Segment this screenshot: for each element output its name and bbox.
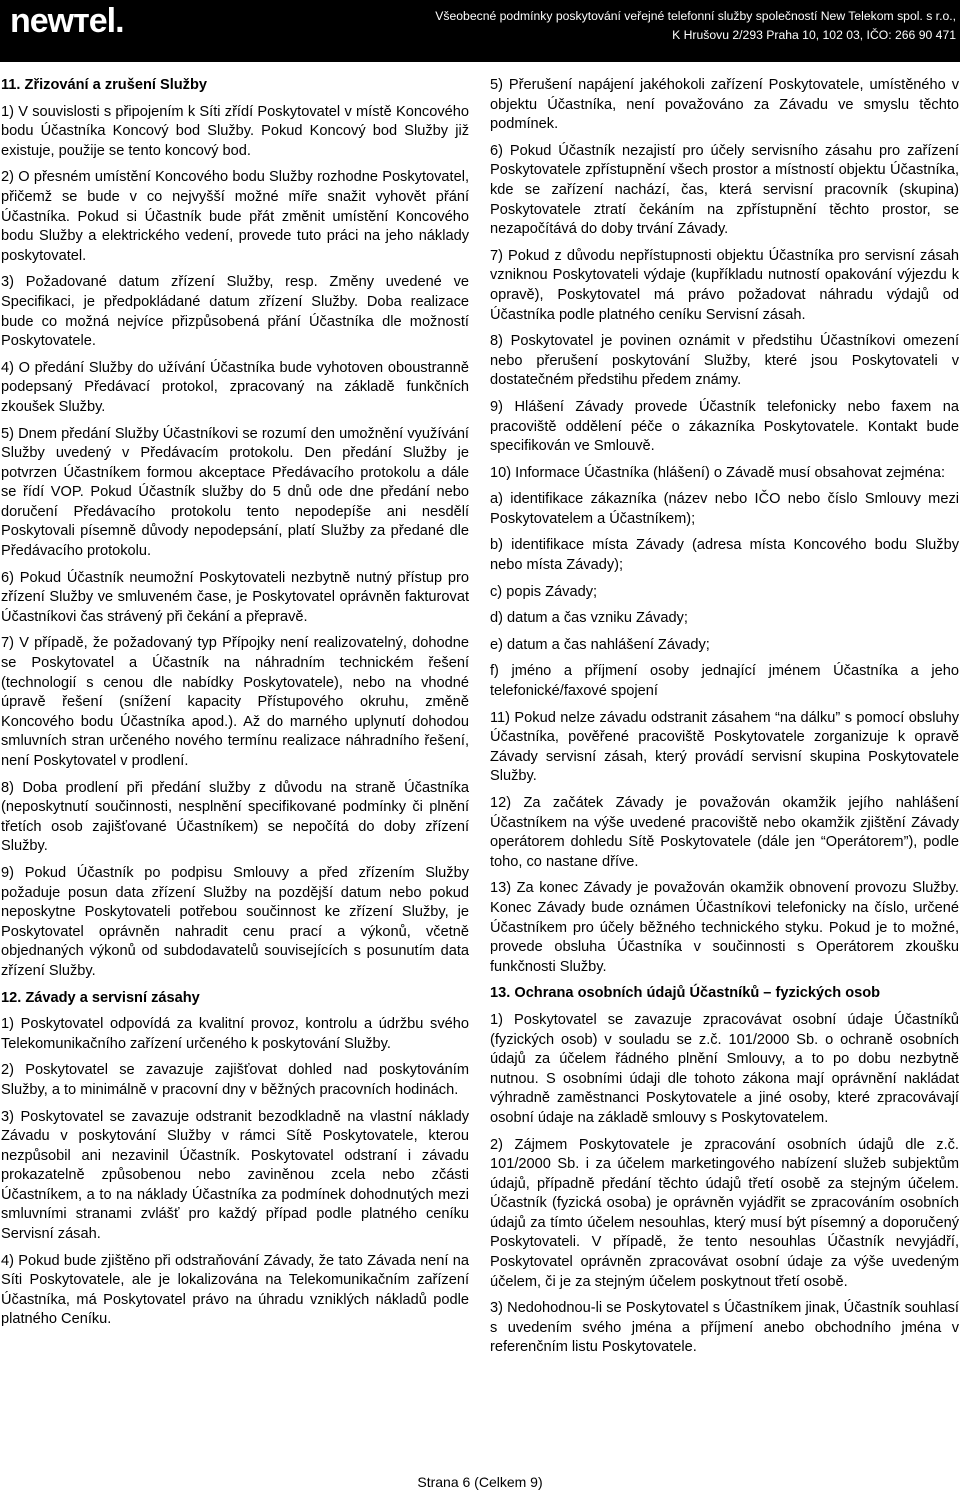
- paragraph: 1) V souvislosti s připojením k Síti zřídí Poskytovatel v místě Koncového bodu Účastníka Koncový bod Služby. Pokud Koncový bod Služby již existuje, použije se tento koncový bod.: [1, 103, 469, 159]
- paragraph: 6) Pokud Účastník neumožní Poskytovateli nezbytně nutný přístup pro zřízení Služby ve smluveném čase, je Poskytovatel oprávněn fakturovat Účastníkovi čas strávený při čekání a přepravě.: [1, 569, 469, 625]
- paragraph: 2) Poskytovatel se zavazuje zajišťovat dohled nad poskytováním Služby, a to minimálně v pracovní dny v běžných pracovních hodinách.: [1, 1062, 469, 1098]
- list-item: c) popis Závady;: [490, 583, 598, 600]
- paragraph: 7) Pokud z důvodu nepřístupnosti objektu Účastníka pro servisní zásah vzniknou Poskytovateli výdaje (kupříkladu nutností opakování výjezdu k opravě), Poskytovatel má právo požadovat náhradu výdajů od Účastníka podle platného ceníku Servisní zásah.: [490, 247, 959, 323]
- paragraph: 8) Poskytovatel je povinen oznámit v předstihu Účastníkovi omezení nebo přerušení poskytování Služby, které jsou Poskytovateli v dostatečném předstihu předem známy.: [490, 333, 959, 389]
- paragraph: 1) Poskytovatel se zavazuje zpracovávat osobní údaje Účastníků (fyzických osob) v souladu se z.č. 101/2000 Sb. o ochraně osobních údajů za účelem řádného plnění Smlouvy, a to po dobu nezbytně nutnou. S osobními údaji dle tohoto zákona mají oprávnění nakládat výhradně zaměstnanci Poskytovatele a jiné osoby, které zpracovávají osobní údaje na základě smlouvy s Poskytovatelem.: [490, 1011, 959, 1126]
- left-column: [1, 76, 469, 1337]
- list-item: e) datum a čas nahlášení Závady;: [490, 636, 710, 653]
- paragraph: 7) V případě, že požadovaný typ Přípojky není realizovatelný, dohodne se Poskytovatel a Účastník na náhradním technickém řešení (technologií s cenou dle nabídky Poskytovatele), nebo na vhodné úpravě řešení (snížení kapacity Přístupového okruhu, změně Koncového bodu Účastníka apod.). Až do marného uplynutí dohodou smluvních stran určeného nového termínu realizace náhradního řešení, není Poskytovatel v prodlení.: [1, 635, 469, 769]
- paragraph: 13) Za konec Závady je považován okamžik obnovení provozu Služby. Konec Závady bude oznámen Účastníkovi telefonicky na číslo, určené Účastníkem pro účely běžného technického styku. Pokud je to možné, provede obsluha Účastníka v součinnosti s Operátorem zkoušku funkčnosti Služby.: [490, 880, 959, 975]
- section-11-heading: 11. Zřizování a zrušení Služby: [1, 77, 208, 93]
- paragraph: 4) Pokud bude zjištěno při odstraňování Závady, že tato Závada není na Síti Poskytovatele, ale je lokalizována na Telekomunikačním zařízení Účastníka, má Poskytovatel právo na úhradu vzniklých nákladů podle platného Ceníku.: [1, 1252, 469, 1328]
- paragraph: 5) Dnem předání Služby Účastníkovi se rozumí den umožnění využívání Služby uvedený v Předávacím protokolu. Den předání Služby je potvrzen Účastníkem formou akceptace Předávacího protokolu a dále se řídí VOP. Pokud Účastník služby do 5 dnů ode dne předání nebo doručení Předávacího protokolu tento nepodepíše ani nesdělí Poskytovali písemně důvody nepodepsání, platí Služby za předané dle Předávacího protokolu.: [1, 425, 469, 560]
- right-column: [490, 76, 959, 1365]
- list-item: a) identifikace zákazníka (název nebo IČO nebo číslo Smlouvy mezi Poskytovatelem a Účastníkem);: [490, 491, 959, 527]
- section-13-heading: 13. Ochrana osobních údajů Účastníků – fyzických osob: [490, 985, 881, 1002]
- paragraph: 9) Pokud Účastník po podpisu Smlouvy a před zřízením Služby požaduje posun data zřízení Služby na pozdější datum nebo pokud neposkytne Poskytovateli potřebou součinnost ke zřízení Služby, je Poskytovatel oprávněn nahradit cenu prací a výkonů, včetně objednaných výkonů od subdodavatelů souvisejících s posunutím data zřízení Služby.: [1, 864, 469, 979]
- header-title: Všeobecné podmínky poskytování veřejné telefonní služby společností New Telekom spol. s r.o.,: [435, 9, 956, 23]
- paragraph: 9) Hlášení Závady provede Účastník telefonicky nebo faxem na pracoviště oddělení péče o zákazníka Poskytovatele. Kontakt bude specifikován ve Smlouvě.: [490, 398, 959, 455]
- paragraph: 11) Pokud nelze závadu odstranit zásahem “na dálku” s pomocí obsluhy Účastníka, pověřené pracoviště Poskytovatele zorganizuje k opravě Závady servisní zásah, který provádí servisní skupina Poskytovatele Služby.: [490, 709, 959, 785]
- section-12-heading: 12. Závady a servisní zásahy: [1, 989, 200, 1006]
- paragraph: 3) Nedohodnou-li se Poskytovatel s Účastníkem jinak, Účastník souhlasí s uvedením svého jména a příjmení anebo obchodního jména v referenčním listu Poskytovatele.: [490, 1300, 959, 1356]
- paragraph: 5) Přerušení napájení jakéhokoli zařízení Poskytovatele, umístěného v objektu Účastníka, není považováno za Závadu ve smyslu těchto podmínek.: [490, 77, 959, 133]
- list-item: b) identifikace místa Závady (adresa místa Koncového bodu Služby nebo místa Závady);: [490, 537, 959, 574]
- paragraph: 3) Požadované datum zřízení Služby, resp. Změny uvedené ve Specifikaci, je předpokládané datum zřízení Služby. Doba realizace bude co možná nejvíce přizpůsobená přání Účastníka dle možností Poskytovatele.: [1, 274, 469, 350]
- list-item: d) datum a čas vzniku Závady;: [490, 610, 688, 627]
- page-header: [0, 0, 960, 62]
- list-item: f) jméno a příjmení osoby jednající jménem Účastníka a jeho telefonické/faxové spojení: [490, 663, 959, 700]
- page-number: Strana 6 (Celkem 9): [417, 1474, 543, 1490]
- header-address: K Hrušovu 2/293 Praha 10, 102 03, IČO: 266 90 471: [672, 28, 956, 42]
- paragraph: 10) Informace Účastníka (hlášení) o Závadě musí obsahovat zejména:: [490, 464, 946, 481]
- company-logo: newтel.: [10, 2, 124, 40]
- paragraph: 2) Zájmem Poskytovatele je zpracování osobních údajů dle z.č. 101/2000 Sb. i za účelem marketingového nabízení služeb subjektům údajů, případně předání těchto údajů třetí osobě za stejným účelem. Účastník (fyzická osoba) je oprávněn vyjádřit se zpracováním osobních údajů za tímto účelem nesouhlas, který musí být písemný a doporučený Poskytovateli. V případě, že tento nesouhlas Účastník nevyjádří, Poskytovatel oprávněn zpracovávat osobní údaje za výše uvedeným účelem, či je za stejným účelem poskytnout třetí osobě.: [490, 1136, 959, 1290]
- paragraph: 4) O předání Služby do užívání Účastníka bude vyhotoven oboustranně podepsaný Předávací protokol, zpracovaný na základě funkčních zkoušek Služby.: [1, 359, 469, 415]
- paragraph: 12) Za začátek Závady je považován okamžik jejího nahlášení Účastníkem na výše uvedené pracoviště nebo okamžik zjištění Závady operátorem dohledu Sítě Poskytovatele (dále jen “Operátorem”), podle toho, co nastane dříve.: [490, 795, 959, 870]
- paragraph: 8) Doba prodlení při předání služby z důvodu na straně Účastníka (neposkytnutí součinnosti, nesplnění specifikované podmínky či plnění třetích osob zajišťované Účastníkem) se nepočítá do doby zřízení Služby.: [1, 779, 469, 855]
- paragraph: 3) Poskytovatel se zavazuje odstranit bezodkladně na vlastní náklady Závadu v poskytování Služby v rámci Sítě Poskytovatele, kterou nezpůsobil ani nezavinil Účastník. Poskytovatel odstraní i závadu prokazatelně způsobenou nebo zaviněnou zcela nebo zčásti Účastníkem, a to na náklady Účastníka za podmínek dohodnutých mezi smluvními stranami zvlášť pro každý případ podle platného ceníku Servisní zásah.: [1, 1108, 469, 1243]
- paragraph: 1) Poskytovatel odpovídá za kvalitní provoz, kontrolu a údržbu svého Telekomunikačního zařízení určeného k poskytování Služby.: [1, 1016, 469, 1052]
- paragraph: 2) O přesném umístění Koncového bodu Služby rozhodne Poskytovatel, přičemž se bude v co nejvyšší možné míře snažit vyhovět přání Účastníka. Pokud si Účastník bude přát změnit umístění Koncového bodu Služby a elektrického vedení, provede tuto práci na jeho náklady poskytovatel.: [1, 169, 469, 264]
- paragraph: 6) Pokud Účastník nezajistí pro účely servisního zásahu pro zařízení Poskytovatele zpřístupnění všech prostor a místností objektu Účastníka, kde se zařízení nachází, čas, která servisní pracovník (skupina) Poskytovatele ztratí čekáním na zpřístupnění těchto prostor, se nezapočítává do doby trvání Závady.: [490, 142, 959, 238]
